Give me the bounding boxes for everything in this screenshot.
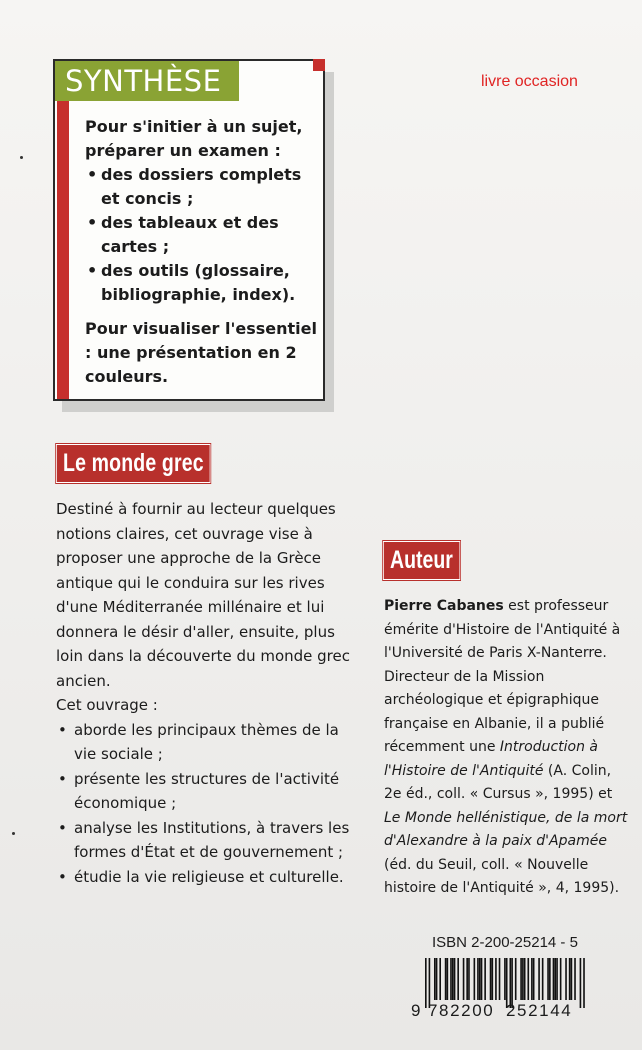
barcode-bar: [425, 958, 427, 1008]
ean-right-digits: 252144: [506, 1001, 573, 1020]
author-book-title: Le Monde hellénistique, de la mort d'Alexandre à la paix d'Apamée: [384, 809, 628, 849]
barcode-bar: [520, 958, 522, 1000]
author-bio-part: (éd. du Seuil, coll. « Nouvelle histoire de l'Antiquité », 4, 1995).: [384, 856, 620, 896]
description-list: [56, 718, 356, 890]
barcode-bar: [553, 958, 555, 1000]
barcode-bar: [447, 958, 449, 1000]
isbn-label: ISBN 2-200-25214 - 5: [432, 934, 578, 951]
barcode-bar: [522, 958, 524, 1000]
barcode-bar: [436, 958, 438, 1000]
barcode-bar: [445, 958, 447, 1000]
description-lead: Cet ouvrage :: [56, 696, 158, 714]
synthese-intro: Pour s'initier à un sujet, préparer un examen :: [85, 117, 303, 160]
barcode-bar: [452, 958, 454, 1000]
ean-left-digits: 782200: [428, 1001, 495, 1020]
barcode-bar: [547, 958, 549, 1000]
barcode-bar: [533, 958, 535, 1000]
barcode-bar: [583, 958, 585, 1008]
synthese-item: • des dossiers complets et concis ;: [85, 163, 321, 211]
barcode-bar: [504, 958, 506, 1000]
barcode-bar: [466, 958, 468, 1000]
author-bio-part: est professeur émérite d'Histoire de l'Antiquité à l'Université de Paris X-Nanterre. Directeur de la Mission archéologique et épigraphique française en Albanie, il a publié récemment une: [384, 598, 621, 755]
author-bio: [384, 595, 632, 901]
synthese-header: [55, 61, 239, 101]
barcode-bar: [474, 958, 476, 1000]
description-paragraph: Destiné à fournir au lecteur quelques notions claires, cet ouvrage vise à proposer une approche de la Grèce antique qui le conduira sur les rives d'une Méditerranée millénaire et lui donnera le désir d'aller, ensuite, plus loin dans la découverte du monde grec ancien.: [56, 500, 350, 690]
description-item: • étudie la vie religieuse et culturelle.: [56, 865, 356, 890]
barcode-bar: [454, 958, 456, 1000]
barcode-bar: [484, 958, 486, 1000]
barcode-bar: [468, 958, 470, 1000]
synthese-text: [85, 115, 321, 389]
section-tag-monde-grec: Le monde grec: [56, 444, 211, 483]
barcode-bar: [450, 958, 452, 1000]
author-bio-part: (A. Colin, 2e éd., coll. « Cursus », 1995) et: [384, 762, 613, 802]
barcode-bar: [434, 958, 436, 1000]
barcode-bar: [542, 958, 544, 1000]
barcode-bar: [515, 958, 517, 1000]
barcode-bar: [479, 958, 481, 1000]
dust-speck: [20, 156, 23, 159]
barcode-bar: [549, 958, 551, 1000]
barcode-bar: [490, 958, 492, 1000]
watermark-label: livre occasion: [481, 73, 578, 90]
description-item: • analyse les Institutions, à travers les formes d'État et de gouvernement ;: [56, 816, 356, 865]
barcode-bar: [524, 958, 526, 1000]
barcode-bar: [538, 958, 540, 1000]
barcode-bar: [531, 958, 533, 1000]
section-tag-auteur: Auteur: [383, 541, 460, 580]
description-item: • présente les structures de l'activité économique ;: [56, 767, 356, 816]
barcode-bar: [560, 958, 562, 1000]
barcode-bar: [481, 958, 483, 1000]
synthese-title: SYNTHÈSE: [65, 64, 222, 98]
barcode-bar: [439, 958, 441, 1000]
author-name: Pierre Cabanes: [384, 598, 504, 614]
author-book-title: Introduction à l'Histoire de l'Antiquité: [384, 739, 599, 779]
ean-first-digit: 9: [411, 1001, 421, 1020]
synthese-item: • des outils (glossaire, bibliographie, index).: [85, 259, 321, 307]
barcode-bar: [574, 958, 576, 1000]
barcode-bar: [492, 958, 494, 1000]
dust-speck: [12, 832, 15, 835]
synthese-red-bar: [57, 101, 69, 399]
barcode-bar: [499, 958, 501, 1000]
barcode-bar: [477, 958, 479, 1000]
barcode-bar: [571, 958, 573, 1000]
barcode-bar: [457, 958, 459, 1000]
synthese-red-corner: [313, 59, 325, 71]
barcode-bar: [556, 958, 558, 1000]
synthese-item: • des tableaux et des cartes ;: [85, 211, 321, 259]
synthese-box: [53, 59, 325, 401]
synthese-list: [85, 163, 321, 307]
description-block: [56, 497, 356, 889]
barcode-bar: [569, 958, 571, 1000]
barcode-bar: [527, 958, 529, 1000]
synthese-outro: Pour visualiser l'essentiel : une présentation en 2 couleurs.: [85, 319, 317, 386]
barcode-bar: [495, 958, 497, 1000]
barcode-bar: [463, 958, 465, 1000]
description-item: • aborde les principaux thèmes de la vie sociale ;: [56, 718, 356, 767]
barcode-bar: [554, 958, 556, 1000]
barcode-bar: [580, 958, 582, 1008]
barcode-bar: [565, 958, 567, 1000]
